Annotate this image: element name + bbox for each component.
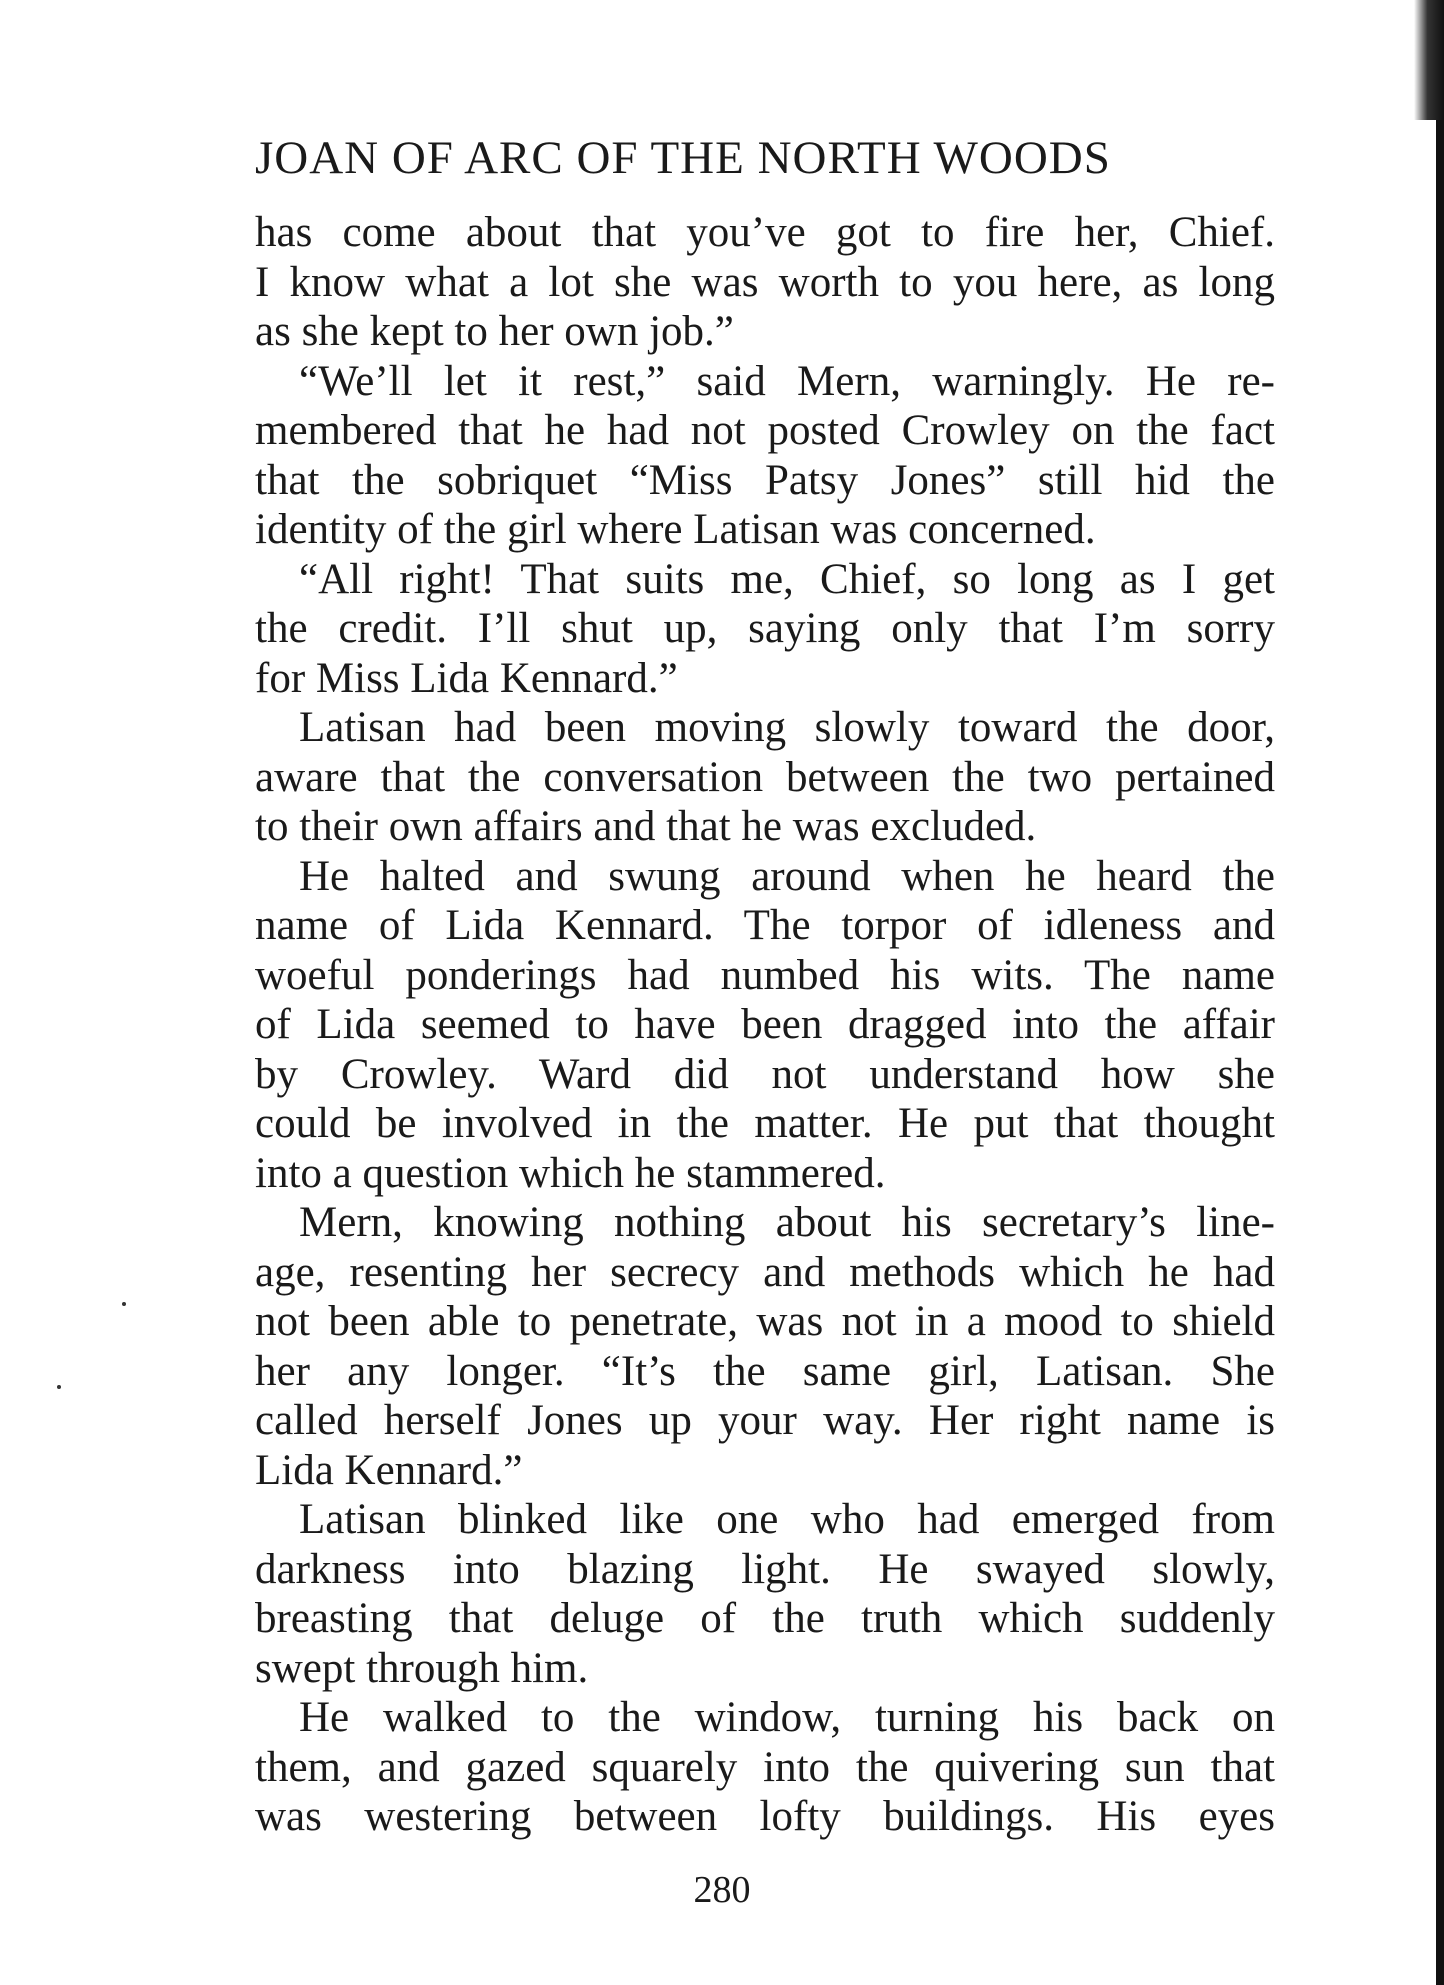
text-line: Mern, knowing nothing about his secretary’s line- (299, 1199, 1275, 1246)
text-line: has come about that you’ve got to fire her, Chief. (255, 209, 1275, 256)
text-line: swept through him. (255, 1644, 589, 1692)
text-line: Latisan had been moving slowly toward the door, (299, 704, 1275, 751)
text-line: He walked to the window, turning his back on (299, 1694, 1275, 1741)
body-text (255, 208, 1275, 1842)
page-number: 280 (693, 1869, 751, 1911)
text-line: Latisan blinked like one who had emerged from (299, 1496, 1275, 1543)
text-line: not been able to penetrate, was not in a mood to shield (255, 1298, 1275, 1345)
scan-speck (57, 1385, 61, 1389)
text-line: age, resenting her secrecy and methods which he had (255, 1248, 1275, 1296)
scan-speck (122, 1302, 126, 1306)
text-line: “We’ll let it rest,” said Mern, warningly. He re- (299, 357, 1275, 405)
text-line: them, and gazed squarely into the quivering sun that (255, 1743, 1275, 1791)
text-line: by Crowley. Ward did not understand how she (255, 1050, 1275, 1098)
text-line: Lida Kennard.” (255, 1446, 523, 1494)
text-line: for Miss Lida Kennard.” (255, 654, 678, 702)
text-line: breasting that deluge of the truth which suddenly (255, 1595, 1275, 1642)
page-edge-shadow (1436, 0, 1444, 1985)
text-line: of Lida seemed to have been dragged into the affair (255, 1001, 1275, 1048)
text-line: woeful ponderings had numbed his wits. The name (255, 951, 1275, 999)
text-line: that the sobriquet “Miss Patsy Jones” still hid the (255, 456, 1275, 504)
text-line: darkness into blazing light. He swayed slowly, (255, 1545, 1275, 1593)
text-line: was westering between lofty buildings. His eyes (255, 1793, 1275, 1840)
text-line: aware that the conversation between the two pertained (255, 753, 1275, 801)
running-head: JOAN OF ARC OF THE NORTH WOODS (255, 132, 1111, 184)
text-line: could be involved in the matter. He put that thought (255, 1100, 1275, 1147)
text-line: as she kept to her own job.” (255, 308, 734, 355)
text-line: into a question which he stammered. (255, 1149, 886, 1197)
text-line: the credit. I’ll shut up, saying only that I’m sorry (255, 605, 1275, 652)
text-line: to their own affairs and that he was excluded. (255, 803, 1037, 850)
text-line: her any longer. “It’s the same girl, Latisan. She (255, 1347, 1275, 1395)
text-line: name of Lida Kennard. The torpor of idleness and (255, 902, 1275, 949)
text-line: He halted and swung around when he heard the (299, 852, 1275, 900)
text-line: called herself Jones up your way. Her right name is (255, 1397, 1275, 1444)
text-line: “All right! That suits me, Chief, so long as I get (299, 555, 1275, 603)
page-edge-binding (1414, 0, 1444, 120)
text-line: I know what a lot she was worth to you here, as long (255, 258, 1275, 306)
text-line: membered that he had not posted Crowley on the fact (255, 407, 1275, 454)
text-line: identity of the girl where Latisan was concerned. (255, 506, 1096, 553)
